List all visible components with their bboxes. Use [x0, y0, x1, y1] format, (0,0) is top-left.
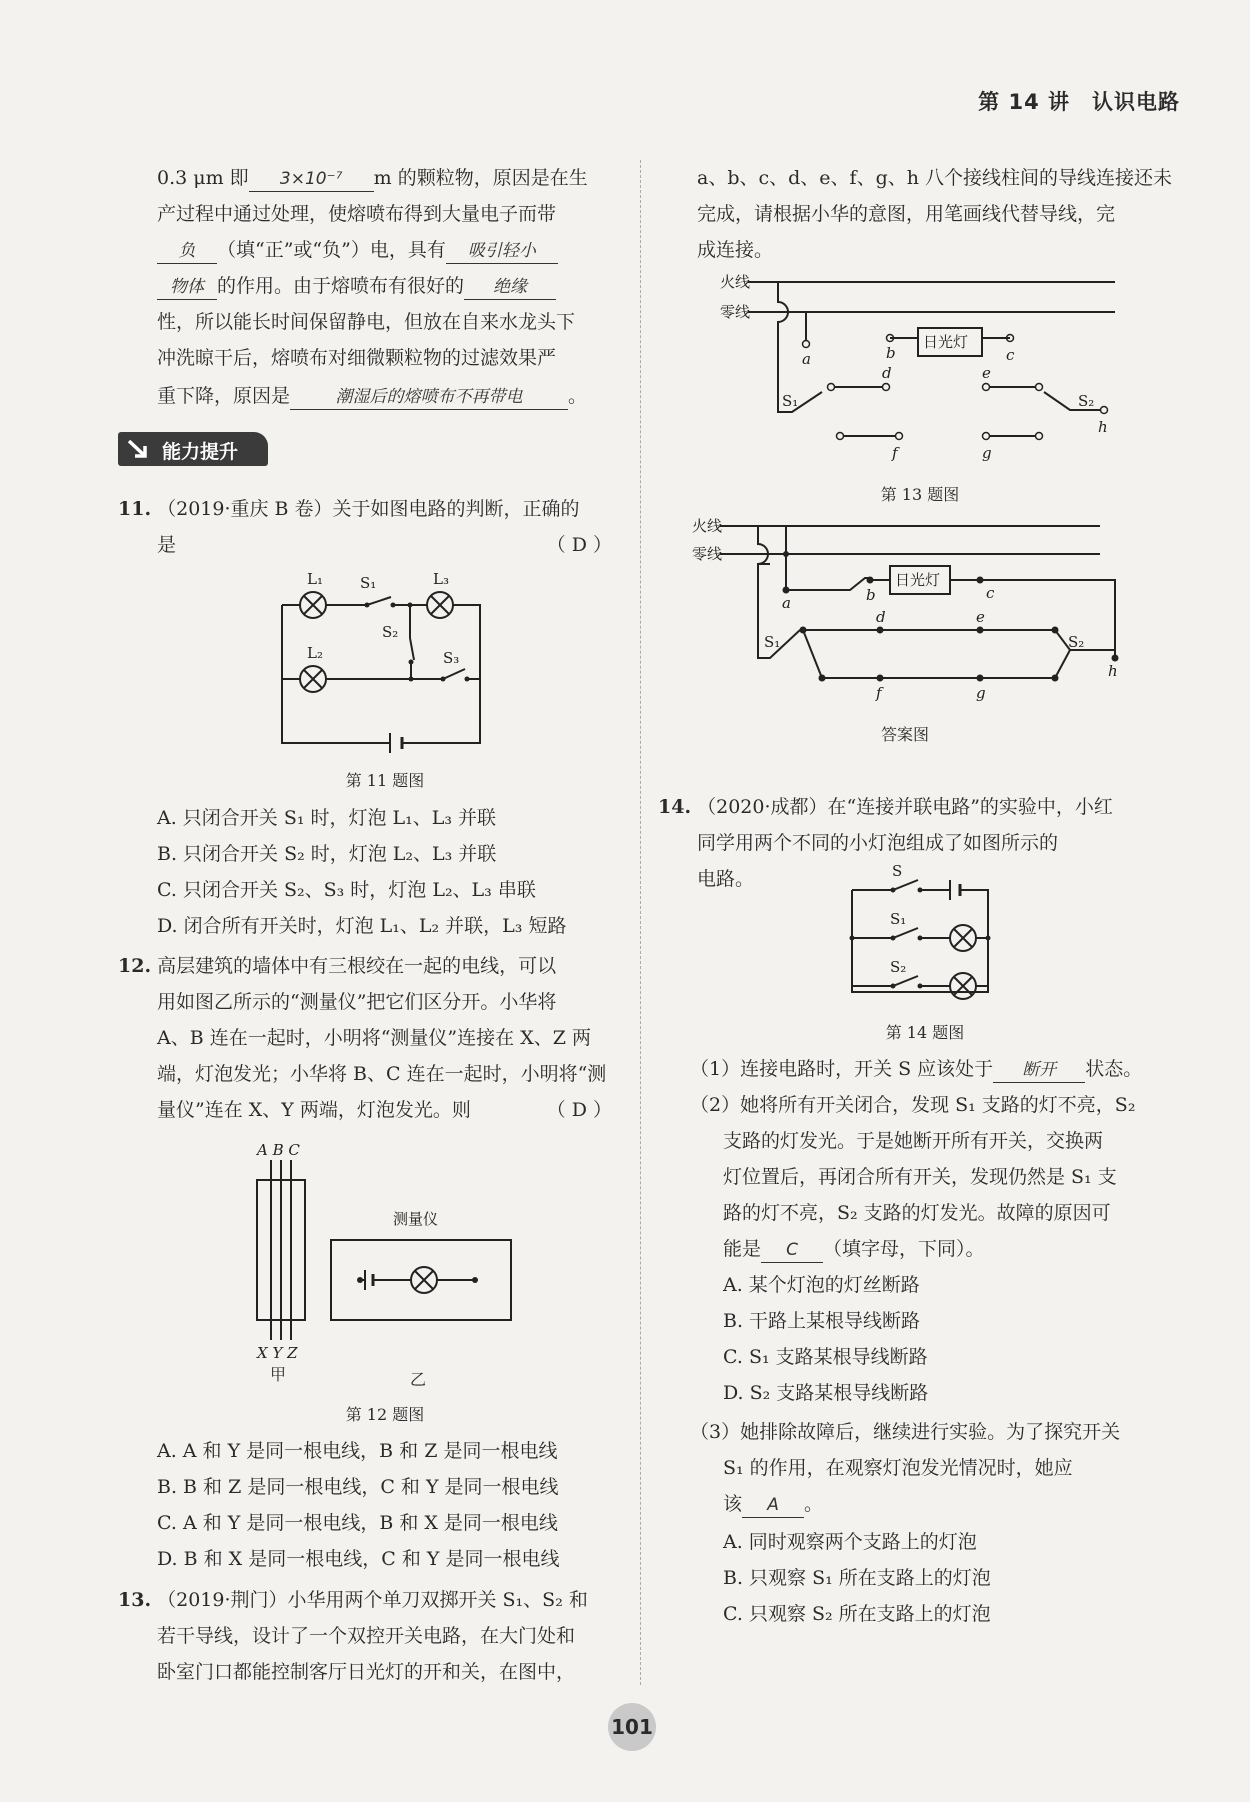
- label-s2: S₂: [1068, 633, 1085, 651]
- label-l1: L₁: [307, 570, 323, 588]
- q14-line-2: 同学用两个不同的小灯泡组成了如图所示的: [697, 832, 1059, 854]
- q14-part3-line-2: S₁ 的作用，在观察灯泡发光情况时，她应: [723, 1457, 1073, 1479]
- term-b: b: [886, 344, 896, 362]
- q14-part2-line-3: 灯位置后，再闭合所有开关，发现仍然是 S₁ 支: [723, 1166, 1117, 1188]
- answer-blank: 吸引轻小: [446, 239, 558, 264]
- term-c: c: [986, 584, 995, 602]
- q12-caption: 第 12 题图: [345, 1405, 425, 1424]
- q11-line-1: 11. （2019·重庆 B 卷）关于如图电路的判断，正确的: [118, 498, 580, 520]
- q14-part3-option-a: A. 同时观察两个支路上的灯泡: [723, 1531, 977, 1553]
- answer-blank: A: [742, 1493, 804, 1518]
- q14-line-1: 14. （2020·成都）在“连接并联电路”的实验中，小红: [658, 796, 1113, 818]
- q14-caption: 第 14 题图: [885, 1023, 965, 1042]
- section-badge: 能力提升: [118, 432, 268, 466]
- answer-blank: 物体: [157, 275, 217, 300]
- column-divider: [640, 160, 641, 1685]
- q11-option-a: A. 只闭合开关 S₁ 时，灯泡 L₁、L₃ 并联: [157, 807, 497, 829]
- q11-option-d: D. 闭合所有开关时，灯泡 L₁、L₂ 并联，L₃ 短路: [157, 915, 567, 937]
- term-f: f: [876, 684, 882, 702]
- q14-line-3: 电路。: [697, 868, 755, 890]
- q13-line-1: 13. （2019·荆门）小华用两个单刀双掷开关 S₁、S₂ 和: [118, 1589, 588, 1611]
- yi-label: 乙: [410, 1370, 427, 1389]
- q13-figure: [690, 268, 1130, 478]
- label-s: S: [892, 862, 903, 880]
- q14-part2-option-b: B. 干路上某根导线断路: [723, 1310, 921, 1332]
- label-s1: S₁: [890, 910, 907, 928]
- q12-option-b: B. B 和 Z 是同一根电线，C 和 Y 是同一根电线: [157, 1476, 559, 1498]
- q12-line-3: A、B 连在一起时，小明将“测量仪”连接在 X、Z 两: [157, 1027, 591, 1049]
- label-l3: L₃: [433, 570, 449, 588]
- q13-cont-line-1: a、b、c、d、e、f、g、h 八个接线柱间的导线连接还未: [697, 167, 1173, 189]
- q12-option-c: C. A 和 Y 是同一根电线，B 和 X 是同一根电线: [157, 1512, 558, 1534]
- term-e: e: [982, 364, 991, 382]
- q13-cont-line-3: 成连接。: [697, 239, 774, 261]
- q12-line-4: 端，灯泡发光；小华将 B、C 连在一起时，小明将“测: [157, 1063, 607, 1085]
- q12-line-5: 量仪”连在 X、Y 两端，灯泡发光。则 （ D ）: [157, 1099, 612, 1121]
- q11-line-2: 是 （ D ）: [157, 534, 612, 556]
- page-header: 第 14 讲 认识电路: [978, 90, 1180, 114]
- intro-line-3: 负 （填“正”或“负”）电，具有 吸引轻小: [157, 238, 558, 264]
- q11-option-b: B. 只闭合开关 S₂ 时，灯泡 L₂、L₃ 并联: [157, 843, 497, 865]
- term-h: h: [1098, 418, 1108, 436]
- term-e: e: [976, 608, 985, 626]
- term-a: a: [782, 594, 791, 612]
- q12-option-a: A. A 和 Y 是同一根电线，B 和 Z 是同一根电线: [157, 1440, 558, 1462]
- term-h: h: [1108, 662, 1118, 680]
- q12-option-d: D. B 和 X 是同一根电线，C 和 Y 是同一根电线: [157, 1548, 560, 1570]
- intro-line-2: 产过程中通过处理，使熔喷布得到大量电子而带: [157, 203, 557, 225]
- answer-blank: 断开: [993, 1058, 1085, 1083]
- label-s2: S₂: [382, 623, 399, 641]
- xyz-labels: X Y Z: [257, 1344, 298, 1362]
- q13-line-2: 若干导线，设计了一个双控开关电路，在大门处和: [157, 1625, 576, 1647]
- label-s2: S₂: [890, 958, 907, 976]
- term-c: c: [1006, 346, 1015, 364]
- term-f: f: [892, 444, 898, 462]
- q13-cont-line-2: 完成，请根据小华的意图，用笔画线代替导线，完: [697, 203, 1116, 225]
- label-s2: S₂: [1078, 392, 1095, 410]
- answer-blank: 潮湿后的熔喷布不再带电: [290, 385, 568, 410]
- q13-line-3: 卧室门口都能控制客厅日光灯的开和关，在图中，: [157, 1661, 576, 1683]
- intro-line-6: 冲洗晾干后，熔喷布对细微颗粒物的过滤效果严: [157, 347, 557, 369]
- q12-line-2: 用如图乙所示的“测量仪”把它们区分开。小华将: [157, 991, 557, 1013]
- q14-part2-option-d: D. S₂ 支路某根导线断路: [723, 1382, 929, 1404]
- neutral-wire-label: 零线: [692, 545, 723, 563]
- q14-circuit-diagram: [840, 862, 1010, 1002]
- q14-part3-line-1: （3）她排除故障后，继续进行实验。为了探究开关: [690, 1421, 1121, 1443]
- label-s1: S₁: [360, 574, 377, 592]
- q11-caption: 第 11 题图: [345, 771, 425, 790]
- q14-part2-option-c: C. S₁ 支路某根导线断路: [723, 1346, 928, 1368]
- label-l2: L₂: [307, 644, 323, 662]
- intro-line-1: 0.3 μm 即 3×10⁻⁷ m 的颗粒物，原因是在生: [157, 166, 588, 192]
- answer-blank: 3×10⁻⁷: [249, 167, 374, 192]
- meter-label: 测量仪: [393, 1210, 439, 1228]
- q11-option-c: C. 只闭合开关 S₂、S₃ 时，灯泡 L₂、L₃ 串联: [157, 879, 536, 901]
- arrow-icon: [126, 438, 150, 460]
- q14-part2-line-5: 能是 C （填字母，下同）。: [723, 1237, 985, 1263]
- term-g: g: [976, 684, 986, 702]
- term-b: b: [866, 586, 876, 604]
- q14-part2-option-a: A. 某个灯泡的灯丝断路: [723, 1274, 920, 1296]
- intro-line-5: 性，所以能长时间保留静电，但放在自来水龙头下: [157, 311, 576, 333]
- label-s3: S₃: [443, 649, 460, 667]
- q12-line-1: 12. 高层建筑的墙体中有三根绞在一起的电线，可以: [118, 955, 557, 977]
- lamp-label: 日光灯: [895, 571, 941, 589]
- intro-line-7: 重下降，原因是 潮湿后的熔喷布不再带电 。: [157, 384, 587, 410]
- abc-labels: A B C: [257, 1141, 300, 1159]
- jia-label: 甲: [270, 1365, 287, 1384]
- q14-part2-line-1: （2）她将所有开关闭合，发现 S₁ 支路的灯不亮，S₂: [690, 1094, 1136, 1116]
- q14-part2-line-4: 路的灯不亮，S₂ 支路的灯发光。故障的原因可: [723, 1202, 1111, 1224]
- live-wire-label: 火线: [692, 517, 723, 535]
- q13-caption: 第 13 题图: [880, 485, 960, 504]
- term-g: g: [982, 444, 992, 462]
- label-s1: S₁: [782, 392, 799, 410]
- answer-figure-caption: 答案图: [880, 725, 929, 744]
- answer-blank: 绝缘: [464, 275, 556, 300]
- q14-part3-line-3: 该 A 。: [723, 1492, 823, 1518]
- answer-blank: 负: [157, 239, 217, 264]
- answer-blank: C: [761, 1238, 823, 1263]
- lamp-label: 日光灯: [923, 333, 969, 351]
- q14-part1: （1）连接电路时，开关 S 应该处于 断开 状态。: [690, 1057, 1142, 1083]
- page-number: 101: [608, 1703, 656, 1751]
- label-s1: S₁: [764, 633, 781, 651]
- q14-part2-line-2: 支路的灯发光。于是她断开所有开关，交换两: [723, 1130, 1104, 1152]
- term-d: d: [882, 364, 892, 382]
- neutral-wire-label: 零线: [720, 303, 751, 321]
- q14-part3-option-b: B. 只观察 S₁ 所在支路上的灯泡: [723, 1567, 991, 1589]
- q14-part3-option-c: C. 只观察 S₂ 所在支路上的灯泡: [723, 1603, 991, 1625]
- term-d: d: [876, 608, 886, 626]
- intro-line-4: 物体 的作用。由于熔喷布有很好的 绝缘: [157, 274, 556, 300]
- live-wire-label: 火线: [720, 273, 751, 291]
- q11-circuit-diagram: [270, 560, 500, 750]
- term-a: a: [802, 350, 811, 368]
- q12-diagram: [245, 1140, 525, 1370]
- q13-answer-figure: [690, 508, 1130, 708]
